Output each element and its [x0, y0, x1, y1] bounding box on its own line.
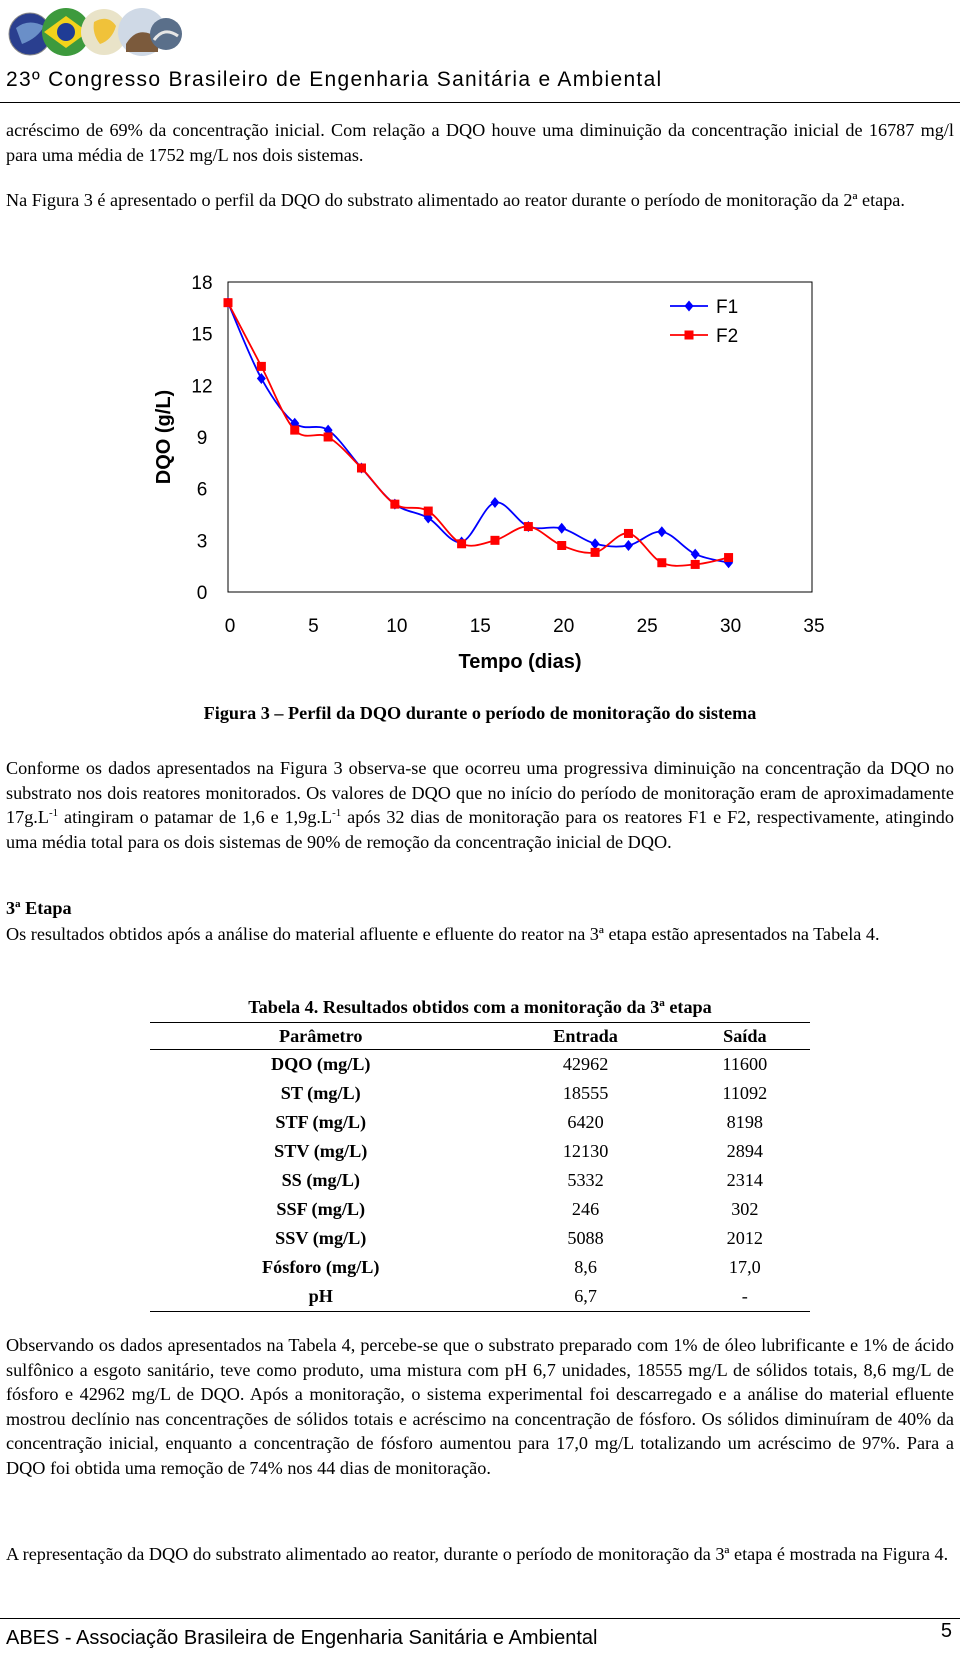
x-tick-label: 5: [308, 616, 319, 637]
legend-label: F2: [716, 326, 739, 347]
data-point-f2: [224, 298, 233, 307]
data-point-f2: [657, 558, 666, 567]
data-point-f2: [357, 464, 366, 473]
results-table: [150, 1022, 810, 1312]
y-tick-label: 3: [196, 531, 208, 553]
cell-parametro: STV (mg/L): [274, 1141, 368, 1161]
data-point-f1: [490, 497, 499, 508]
cell-entrada: 8,6: [574, 1257, 597, 1277]
paragraph-3-text-a: Conforme os dados apresentados na Figura 3 observa-se que ocorreu uma progressiva diminuição na concentração da DQO no substrato nos dois reatores monitorados. Os valores de DQO que no início do período de monitoração eram de aproximadamente 17g.L: [6, 758, 954, 827]
y-tick-label: 18: [191, 273, 213, 294]
table-row: [150, 1079, 810, 1108]
footer-divider: [0, 1618, 960, 1619]
cell-entrada: 246: [571, 1199, 600, 1219]
series-f2: [224, 298, 734, 569]
cell-saida: 2894: [726, 1141, 764, 1161]
table-header-saida: Saída: [680, 1023, 810, 1050]
x-tick-label: 25: [636, 616, 658, 637]
data-point-f2: [457, 539, 466, 548]
series-f1: [224, 297, 734, 568]
data-point-f1: [691, 549, 700, 560]
table-title: Tabela 4. Resultados obtidos com a monitoração da 3ª etapa: [248, 997, 712, 1017]
page-number: 5: [940, 1620, 952, 1642]
header-divider: [0, 102, 960, 103]
footer-organization: ABES - Associação Brasileira de Engenharia Sanitária e Ambiental: [6, 1627, 598, 1649]
cell-saida: 8198: [726, 1112, 764, 1132]
data-point-f1: [657, 526, 666, 537]
cell-parametro: DQO (mg/L): [270, 1054, 371, 1074]
legend-entry-f2: [670, 326, 738, 347]
cell-entrada: 42962: [562, 1054, 609, 1074]
table-header-entrada: Entrada: [491, 1023, 679, 1050]
y-tick-label: 15: [191, 324, 213, 346]
congress-title: 23º Congresso Brasileiro de Engenharia Sanitária e Ambiental: [6, 68, 663, 91]
series-line-f2: [228, 303, 729, 566]
dqo-profile-chart: [140, 262, 825, 682]
legend-label: F1: [716, 297, 739, 318]
table-row: [150, 1050, 810, 1080]
cell-parametro: ST (mg/L): [280, 1083, 361, 1103]
congress-logo-globes-icon: [8, 4, 184, 62]
cell-saida: 2314: [726, 1170, 764, 1190]
cell-entrada: 12130: [562, 1141, 609, 1161]
x-tick-label: 35: [803, 616, 825, 637]
cell-entrada: 6,7: [574, 1286, 597, 1306]
data-point-f2: [290, 426, 299, 435]
data-point-f1: [591, 538, 600, 549]
x-tick-label: 10: [386, 616, 408, 637]
cell-entrada: 5332: [567, 1170, 604, 1190]
data-point-f2: [390, 500, 399, 509]
table-row: [150, 1108, 810, 1137]
x-tick-label: 15: [469, 616, 491, 637]
table-row: [150, 1166, 810, 1195]
data-point-f1: [557, 523, 566, 534]
y-tick-label: 6: [196, 479, 208, 501]
data-point-f2: [624, 529, 633, 538]
cell-parametro: pH: [308, 1286, 333, 1306]
table-row: [150, 1282, 810, 1312]
cell-parametro: SSF (mg/L): [276, 1199, 366, 1219]
x-axis-label: Tempo (dias): [458, 651, 582, 673]
table-row: [150, 1137, 810, 1166]
data-point-f2: [257, 362, 266, 371]
cell-parametro: Fósforo (mg/L): [262, 1257, 380, 1277]
cell-parametro: SSV (mg/L): [275, 1228, 367, 1248]
table-row: [150, 1224, 810, 1253]
data-point-f2: [724, 553, 733, 562]
y-tick-label: 9: [196, 428, 208, 449]
x-tick-label: 30: [720, 616, 742, 637]
legend-marker: [685, 331, 694, 340]
unit-superscript-2: -1: [332, 806, 342, 819]
cell-saida: 17,0: [728, 1257, 761, 1277]
section-heading-etapa-3: 3ª Etapa: [6, 898, 72, 918]
y-axis-label: DQO (g/L): [153, 389, 175, 485]
paragraph-3: [6, 756, 954, 854]
y-tick-label: 0: [196, 583, 208, 604]
cell-saida: 2012: [726, 1228, 764, 1248]
data-point-f1: [624, 540, 633, 551]
table-row: [150, 1195, 810, 1224]
cell-saida: 11092: [722, 1083, 768, 1103]
table-row: [150, 1253, 810, 1282]
paragraph-3-text-b: atingiram o patamar de 1,6 e 1,9g.L: [58, 807, 333, 827]
table-header-row: [150, 1023, 810, 1050]
x-tick-label: 20: [553, 616, 575, 637]
cell-saida: -: [741, 1286, 748, 1306]
data-point-f2: [324, 433, 333, 442]
cell-parametro: SS (mg/L): [281, 1170, 360, 1190]
paragraph-3-text-c: após 32 dias de monitoração para os reatores F1 e F2, respectivamente, atingindo uma média total para os dois sistemas de 90% de remoção da concentração inicial de DQO.: [6, 807, 954, 852]
legend-entry-f1: [670, 297, 738, 318]
paragraph-2: Na Figura 3 é apresentado o perfil da DQO do substrato alimentado ao reator durante o período de monitoração da 2ª etapa.: [6, 190, 905, 210]
data-point-f2: [490, 536, 499, 545]
cell-parametro: STF (mg/L): [275, 1112, 367, 1132]
data-point-f2: [691, 560, 700, 569]
paragraph-4: Os resultados obtidos após a análise do material afluente e efluente do reator na 3ª etapa estão apresentados na Tabela 4.: [6, 924, 880, 944]
cell-entrada: 5088: [567, 1228, 604, 1248]
cell-saida: 302: [731, 1199, 759, 1219]
x-tick-label: 0: [224, 616, 236, 637]
cell-saida: 11600: [722, 1054, 768, 1074]
data-point-f2: [424, 507, 433, 516]
data-point-f2: [524, 522, 533, 531]
paragraph-1: acréscimo de 69% da concentração inicial. Com relação a DQO houve uma diminuição da concentração inicial de 16787 mg/l para uma média de 1752 mg/L nos dois sistemas.: [6, 120, 954, 165]
series-line-f1: [228, 303, 729, 563]
cell-entrada: 18555: [562, 1083, 609, 1103]
table-header-parametro: Parâmetro: [150, 1023, 491, 1050]
figure-caption: Figura 3 – Perfil da DQO durante o período de monitoração do sistema: [203, 703, 757, 723]
paragraph-6: A representação da DQO do substrato alimentado ao reator, durante o período de monitoração da 3ª etapa é mostrada na Figura 4.: [6, 1544, 949, 1564]
unit-superscript-1: -1: [48, 806, 59, 819]
paragraph-5: Observando os dados apresentados na Tabela 4, percebe-se que o substrato preparado com 1% de óleo lubrificante e 1% de ácido sulfônico a esgoto sanitário, teve como produto, uma mistura com pH 6,7 unidades, 18555 mg/L de sólidos totais, 8,6 mg/L de fósforo e 42962 mg/L de DQO. Após a monitoração, o sistema experimental foi descarregado e a análise do material efluente mostrou declínio nas concentrações de sólidos totais e acréscimo na concentração de fósforo. Os sólidos diminuíram de 40% da concentração inicial, enquanto a concentração de fósforo aumentou para 17,0 mg/L totalizando um acréscimo de 97%. Para a DQO foi obtida uma remoção de 74% nos 44 dias de monitoração.: [6, 1335, 954, 1478]
y-tick-label: 12: [191, 376, 213, 398]
data-point-f2: [557, 541, 566, 550]
data-point-f2: [591, 548, 600, 557]
cell-entrada: 6420: [567, 1112, 604, 1132]
legend-marker: [685, 301, 694, 312]
